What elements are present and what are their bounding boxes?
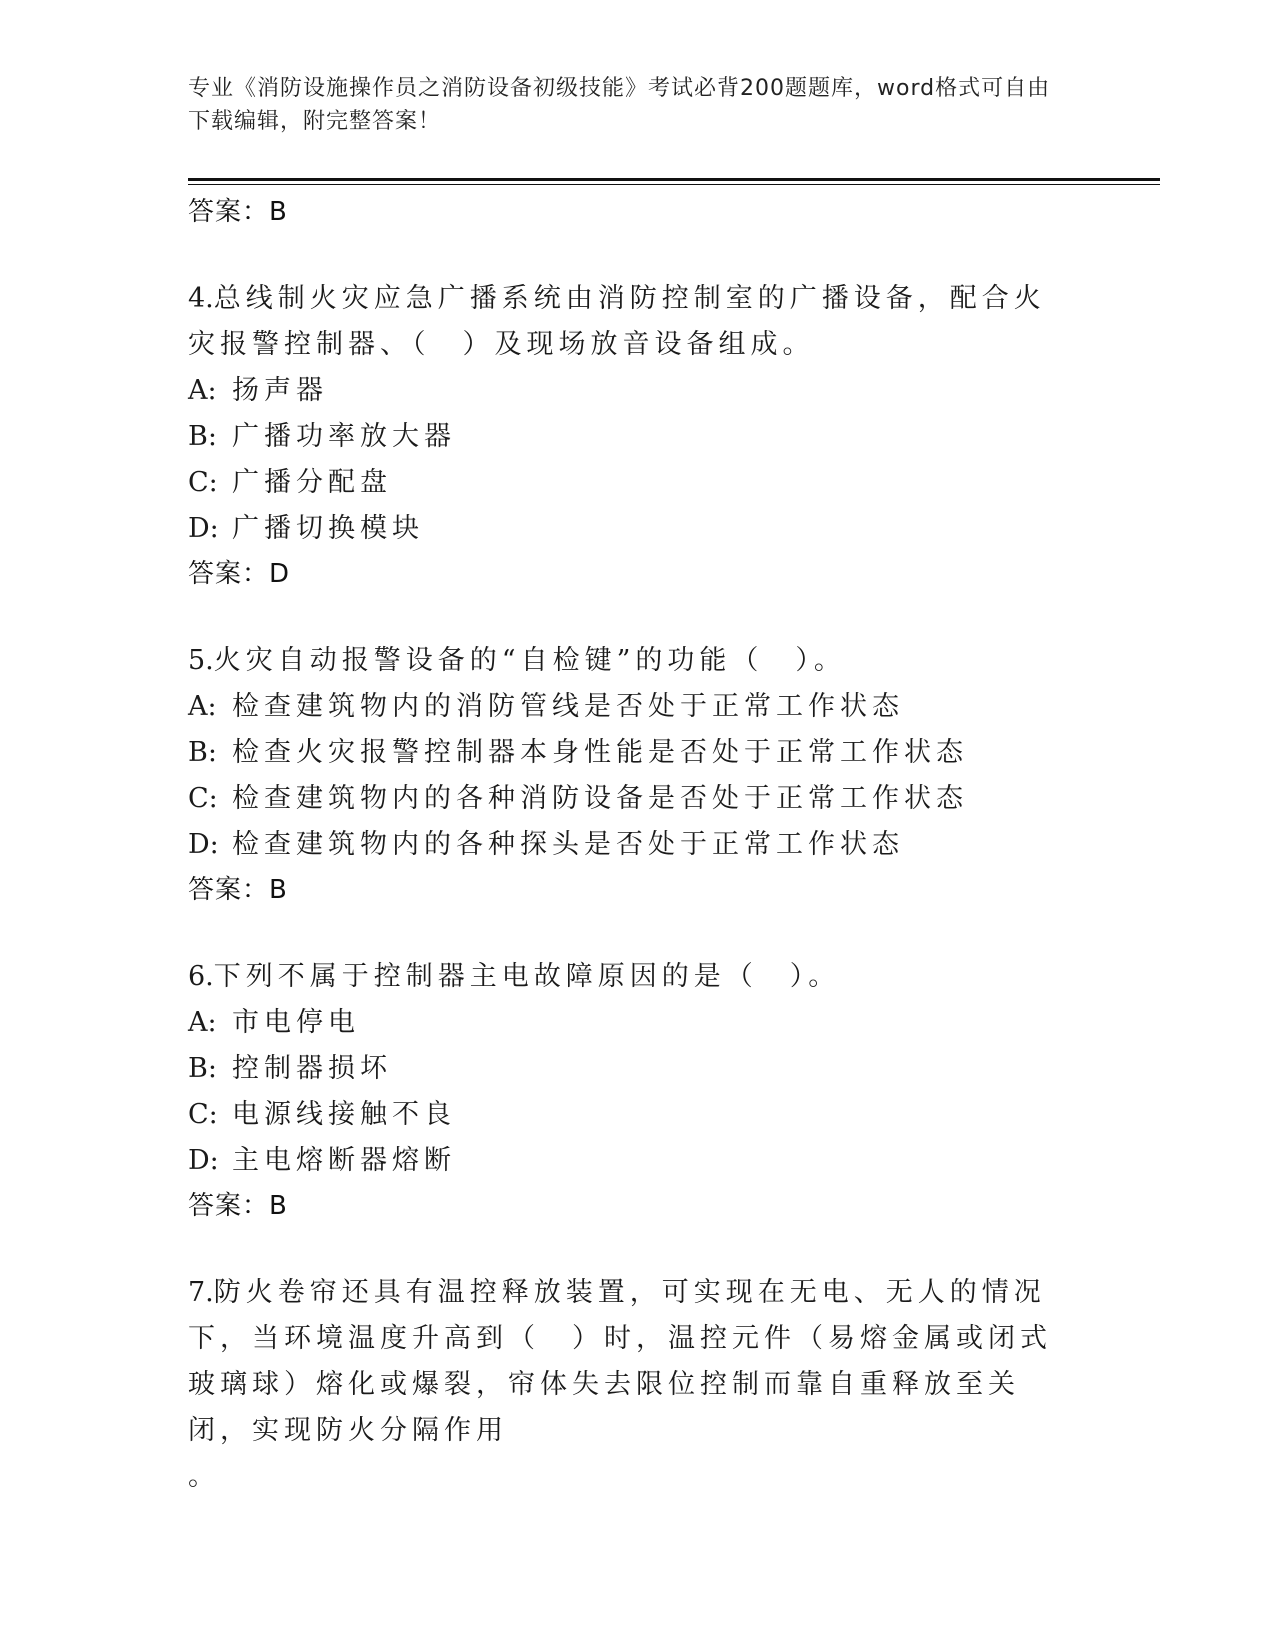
answer-line (188, 190, 1088, 234)
option-text: 检查建筑物内的各种消防设备是否处于正常工作状态 (232, 783, 968, 814)
header-rule-thick (188, 178, 1160, 181)
trailing-punctuation: 。 (188, 1461, 215, 1492)
option-b (188, 414, 1088, 460)
option-key: A: (188, 1007, 217, 1038)
answer-label: 答案： (188, 197, 270, 227)
answer-line (188, 868, 1088, 912)
option-text: 市电停电 (232, 1007, 360, 1038)
answer-label: 答案： (188, 1191, 270, 1221)
question-body: 火灾自动报警设备的“自检键”的功能（ ）。 (213, 645, 846, 676)
question-text (188, 276, 1068, 368)
answer-value: B (269, 197, 288, 227)
option-b (188, 1046, 1088, 1092)
question-text (188, 638, 1068, 684)
option-text: 主电熔断器熔断 (232, 1145, 456, 1176)
answer-label: 答案： (188, 559, 270, 589)
option-c (188, 460, 1088, 506)
question-body: 防火卷帘还具有温控释放装置，可实现在无电、无人的情况下，当环境温度升高到（ ）时，温控元件（易熔金属或闭式玻璃球）熔化或爆裂，帘体失去限位控制而靠自重释放至关闭，实现防火分隔作用 (188, 1277, 1052, 1446)
option-text: 电源线接触不良 (232, 1099, 456, 1130)
question-number: 5. (188, 645, 214, 676)
question-number: 7. (188, 1277, 214, 1308)
question-text (188, 1270, 1068, 1454)
option-key: C: (188, 783, 218, 814)
question-body: 下列不属于控制器主电故障原因的是（ ）。 (213, 961, 841, 992)
option-text: 检查火灾报警控制器本身性能是否处于正常工作状态 (232, 737, 968, 768)
option-key: D: (188, 1145, 219, 1176)
answer-line (188, 552, 1088, 596)
option-key: C: (188, 467, 218, 498)
option-d (188, 506, 1088, 552)
answer-line (188, 1184, 1088, 1228)
question-body: 总线制火灾应急广播系统由消防控制室的广播设备，配合火灾报警控制器、（ ）及现场放音设备组成。 (188, 283, 1046, 360)
option-d (188, 1138, 1088, 1184)
question-number: 6. (188, 961, 214, 992)
option-key: D: (188, 513, 219, 544)
answer-value: B (269, 1191, 288, 1221)
answer-value: B (269, 875, 288, 905)
option-text: 广播切换模块 (232, 513, 424, 544)
option-key: B: (188, 1053, 217, 1084)
header-rule-thin (188, 184, 1160, 185)
option-c (188, 776, 1088, 822)
option-text: 控制器损坏 (232, 1053, 392, 1084)
option-key: A: (188, 375, 217, 406)
option-b (188, 730, 1088, 776)
option-text: 广播功率放大器 (232, 421, 456, 452)
question-6 (188, 954, 1088, 1228)
option-text: 检查建筑物内的消防管线是否处于正常工作状态 (232, 691, 904, 722)
question-7 (188, 1270, 1088, 1500)
option-key: B: (188, 421, 217, 452)
option-c (188, 1092, 1088, 1138)
option-text: 检查建筑物内的各种探头是否处于正常工作状态 (232, 829, 904, 860)
option-a (188, 368, 1088, 414)
option-text: 广播分配盘 (232, 467, 392, 498)
question-text (188, 954, 1068, 1000)
document-content (188, 190, 1088, 1500)
option-key: A: (188, 691, 217, 722)
option-d (188, 822, 1088, 868)
question-4 (188, 276, 1088, 596)
question-number: 4. (188, 283, 214, 314)
answer-label: 答案： (188, 875, 270, 905)
page-header: 专业《消防设施操作员之消防设备初级技能》考试必背200题题库，word格式可自由下载编辑，附完整答案！ (188, 76, 1051, 134)
option-text: 扬声器 (232, 375, 328, 406)
option-key: D: (188, 829, 219, 860)
option-a (188, 684, 1088, 730)
option-key: C: (188, 1099, 218, 1130)
option-key: B: (188, 737, 217, 768)
question-5 (188, 638, 1088, 912)
answer-value: D (269, 559, 291, 589)
option-a (188, 1000, 1088, 1046)
